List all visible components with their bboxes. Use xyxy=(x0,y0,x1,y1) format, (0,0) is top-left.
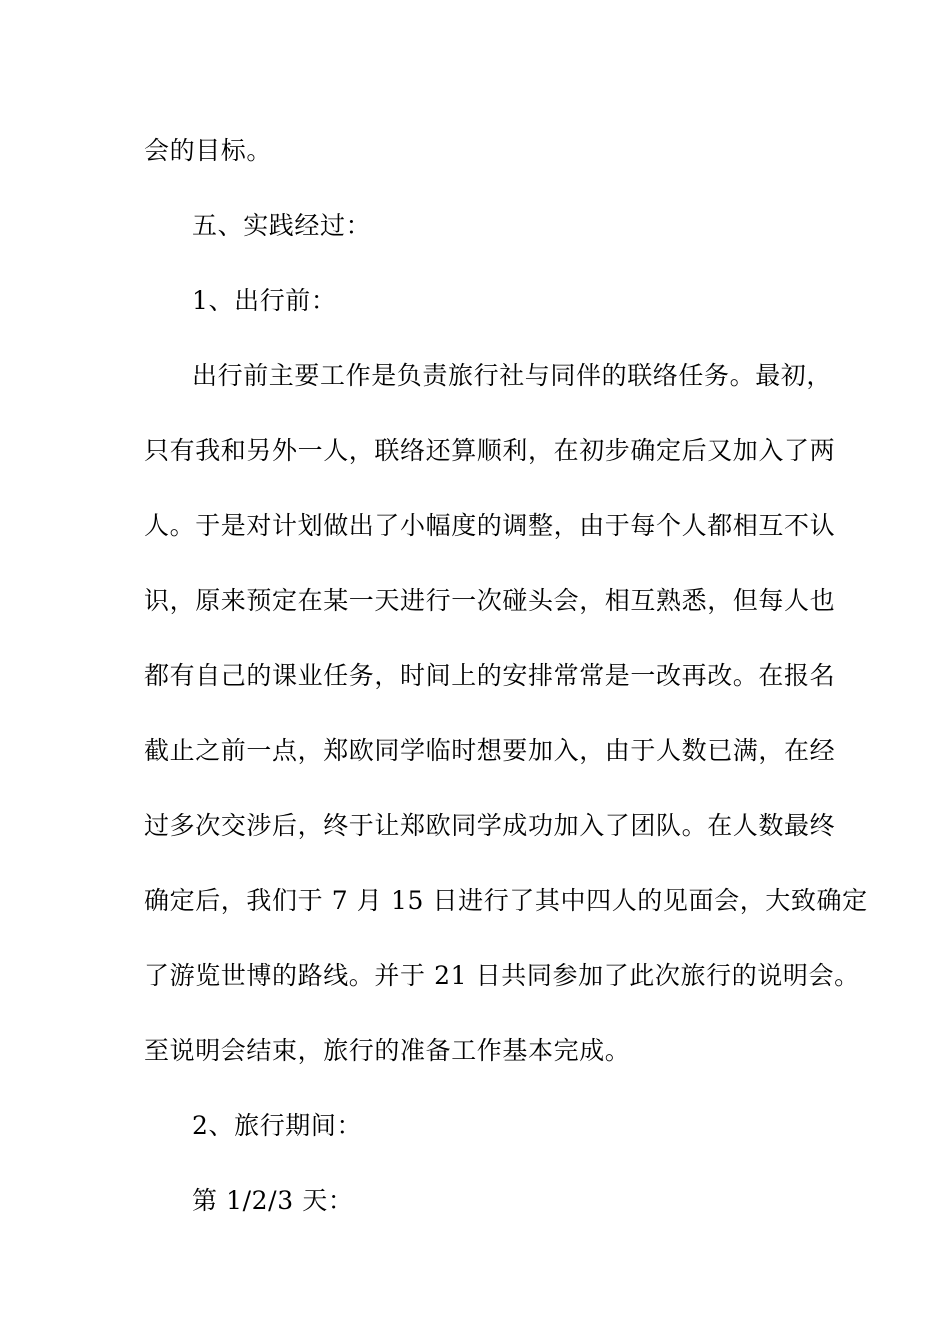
text-line: 会的目标。 xyxy=(144,136,273,165)
section-heading: 五、实践经过： xyxy=(192,211,372,240)
subsection-heading: 1、出行前： xyxy=(192,286,337,315)
paragraph-line: 至说明会结束，旅行的准备工作基本完成。 xyxy=(144,1036,631,1065)
paragraph-line: 识，原来预定在某一天进行一次碰头会，相互熟悉，但每人也 xyxy=(144,586,836,615)
paragraph-line: 只有我和另外一人，联络还算顺利，在初步确定后又加入了两 xyxy=(144,436,836,465)
paragraph-line: 都有自己的课业任务，时间上的安排常常是一改再改。在报名 xyxy=(144,661,836,690)
paragraph-line: 人。于是对计划做出了小幅度的调整，由于每个人都相互不认 xyxy=(144,511,836,540)
paragraph-line: 确定后，我们于 7 月 15 日进行了其中四人的见面会，大致确定 xyxy=(144,886,868,915)
paragraph-line: 了游览世博的路线。并于 21 日共同参加了此次旅行的说明会。 xyxy=(144,961,860,990)
paragraph-line: 过多次交涉后，终于让郑欧同学成功加入了团队。在人数最终 xyxy=(144,811,836,840)
subsection-heading: 2、旅行期间： xyxy=(192,1111,363,1140)
paragraph-line: 截止之前一点，郑欧同学临时想要加入，由于人数已满，在经 xyxy=(144,736,836,765)
paragraph-line: 出行前主要工作是负责旅行社与同伴的联络任务。最初， xyxy=(192,361,833,390)
day-heading: 第 1/2/3 天： xyxy=(192,1186,354,1215)
